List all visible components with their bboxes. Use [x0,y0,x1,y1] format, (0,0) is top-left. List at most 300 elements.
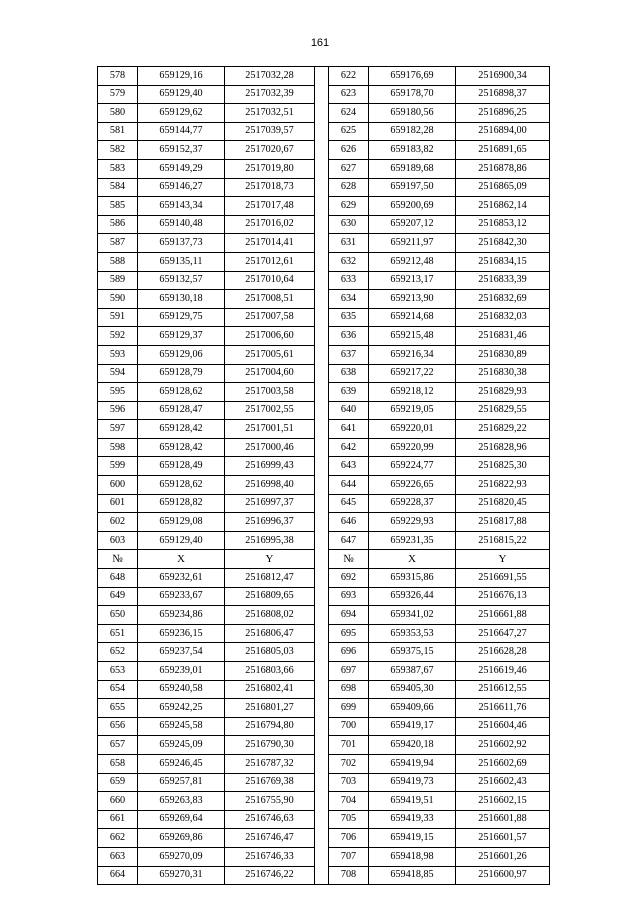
point-number: 586 [98,215,138,234]
y-coordinate: 2517018,73 [225,178,315,197]
y-coordinate: 2517002,55 [225,401,315,420]
x-coordinate: 659229,93 [369,513,456,532]
x-coordinate: 659234,86 [138,606,225,625]
column-gap [315,197,329,216]
point-number: 641 [329,420,369,439]
point-number: 650 [98,606,138,625]
y-coordinate: 2516676,13 [456,587,550,606]
table-row [98,85,550,104]
x-coordinate: 659128,82 [138,494,225,513]
x-coordinate: 659240,58 [138,680,225,699]
column-gap [315,680,329,699]
x-coordinate: 659129,75 [138,308,225,327]
point-number: 649 [98,587,138,606]
x-coordinate: 659140,48 [138,215,225,234]
point-number: 626 [329,141,369,160]
y-coordinate: 2516604,46 [456,717,550,736]
column-gap [315,587,329,606]
x-coordinate: 659128,42 [138,420,225,439]
x-coordinate: 659409,66 [369,699,456,718]
point-number: 657 [98,736,138,755]
header-y-coordinate: Y [225,550,315,569]
x-coordinate: 659214,68 [369,308,456,327]
y-coordinate: 2516896,25 [456,104,550,123]
point-number: 693 [329,587,369,606]
y-coordinate: 2516790,30 [225,736,315,755]
x-coordinate: 659216,34 [369,345,456,364]
y-coordinate: 2516602,69 [456,754,550,773]
x-coordinate: 659263,83 [138,792,225,811]
point-number: 629 [329,197,369,216]
point-number: 655 [98,699,138,718]
point-number: 643 [329,457,369,476]
table-row [98,866,550,885]
x-coordinate: 659129,40 [138,531,225,550]
table-row [98,420,550,439]
x-coordinate: 659420,18 [369,736,456,755]
point-number: 628 [329,178,369,197]
table-row [98,531,550,550]
column-gap [315,383,329,402]
x-coordinate: 659269,64 [138,810,225,829]
y-coordinate: 2517020,67 [225,141,315,160]
y-coordinate: 2517005,61 [225,345,315,364]
y-coordinate: 2516746,47 [225,829,315,848]
x-coordinate: 659128,49 [138,457,225,476]
y-coordinate: 2517012,61 [225,252,315,271]
y-coordinate: 2516661,88 [456,606,550,625]
point-number: 632 [329,252,369,271]
column-gap [315,178,329,197]
table-row [98,792,550,811]
column-gap [315,792,329,811]
y-coordinate: 2516828,96 [456,438,550,457]
y-coordinate: 2516865,09 [456,178,550,197]
x-coordinate: 659129,08 [138,513,225,532]
x-coordinate: 659128,62 [138,476,225,495]
y-coordinate: 2516755,90 [225,792,315,811]
x-coordinate: 659270,31 [138,866,225,885]
y-coordinate: 2516801,27 [225,699,315,718]
point-number: 597 [98,420,138,439]
point-number: 625 [329,122,369,141]
point-number: 694 [329,606,369,625]
y-coordinate: 2516999,43 [225,457,315,476]
point-number: 591 [98,308,138,327]
y-coordinate: 2516628,28 [456,643,550,662]
point-number: 701 [329,736,369,755]
x-coordinate: 659130,18 [138,290,225,309]
x-coordinate: 659137,73 [138,234,225,253]
point-number: 707 [329,847,369,866]
x-coordinate: 659236,15 [138,624,225,643]
y-coordinate: 2516805,03 [225,643,315,662]
table-row [98,680,550,699]
x-coordinate: 659269,86 [138,829,225,848]
point-number: 594 [98,364,138,383]
point-number: 656 [98,717,138,736]
point-number: 653 [98,662,138,681]
point-number: 702 [329,754,369,773]
table-row [98,159,550,178]
y-coordinate: 2516894,00 [456,122,550,141]
y-coordinate: 2516825,30 [456,457,550,476]
x-coordinate: 659197,50 [369,178,456,197]
y-coordinate: 2517010,64 [225,271,315,290]
y-coordinate: 2516833,39 [456,271,550,290]
header-point-number: № [329,550,369,569]
point-number: 645 [329,494,369,513]
column-gap [315,513,329,532]
column-gap [315,810,329,829]
y-coordinate: 2516820,45 [456,494,550,513]
table-row [98,754,550,773]
point-number: 631 [329,234,369,253]
point-number: 593 [98,345,138,364]
point-number: 630 [329,215,369,234]
column-gap [315,234,329,253]
column-gap [315,606,329,625]
column-gap [315,476,329,495]
x-coordinate: 659219,05 [369,401,456,420]
column-gap [315,345,329,364]
point-number: 660 [98,792,138,811]
x-coordinate: 659245,09 [138,736,225,755]
y-coordinate: 2517007,58 [225,308,315,327]
point-number: 698 [329,680,369,699]
y-coordinate: 2516832,69 [456,290,550,309]
x-coordinate: 659182,28 [369,122,456,141]
table-row [98,624,550,643]
x-coordinate: 659419,15 [369,829,456,848]
point-number: 595 [98,383,138,402]
point-number: 662 [98,829,138,848]
table-row [98,457,550,476]
table-row [98,643,550,662]
point-number: 596 [98,401,138,420]
y-coordinate: 2516808,02 [225,606,315,625]
point-number: 627 [329,159,369,178]
x-coordinate: 659224,77 [369,457,456,476]
x-coordinate: 659129,40 [138,85,225,104]
table-row [98,438,550,457]
column-gap [315,569,329,588]
x-coordinate: 659315,86 [369,569,456,588]
column-gap [315,141,329,160]
y-coordinate: 2516812,47 [225,569,315,588]
column-gap [315,494,329,513]
x-coordinate: 659341,02 [369,606,456,625]
y-coordinate: 2516611,76 [456,699,550,718]
y-coordinate: 2516601,26 [456,847,550,866]
point-number: 592 [98,327,138,346]
table-row [98,569,550,588]
column-gap [315,457,329,476]
point-number: 654 [98,680,138,699]
point-number: 647 [329,531,369,550]
y-coordinate: 2516891,65 [456,141,550,160]
point-number: 646 [329,513,369,532]
x-coordinate: 659220,01 [369,420,456,439]
point-number: 580 [98,104,138,123]
point-number: 579 [98,85,138,104]
point-number: 590 [98,290,138,309]
table-row [98,773,550,792]
point-number: 652 [98,643,138,662]
table-row [98,252,550,271]
column-gap [315,438,329,457]
point-number: 703 [329,773,369,792]
point-number: 663 [98,847,138,866]
header-x-coordinate: X [369,550,456,569]
table-row [98,662,550,681]
column-gap [315,401,329,420]
point-number: 699 [329,699,369,718]
point-number: 705 [329,810,369,829]
y-coordinate: 2517039,57 [225,122,315,141]
x-coordinate: 659233,67 [138,587,225,606]
table-row [98,178,550,197]
x-coordinate: 659270,09 [138,847,225,866]
x-coordinate: 659178,70 [369,85,456,104]
point-number: 636 [329,327,369,346]
y-coordinate: 2516997,37 [225,494,315,513]
x-coordinate: 659129,62 [138,104,225,123]
table-row [98,327,550,346]
y-coordinate: 2516787,32 [225,754,315,773]
y-coordinate: 2516822,93 [456,476,550,495]
point-number: 664 [98,866,138,885]
y-coordinate: 2516691,55 [456,569,550,588]
x-coordinate: 659132,57 [138,271,225,290]
point-number: 578 [98,67,138,86]
x-coordinate: 659245,58 [138,717,225,736]
column-gap [315,420,329,439]
y-coordinate: 2516612,55 [456,680,550,699]
point-number: 659 [98,773,138,792]
y-coordinate: 2517008,51 [225,290,315,309]
y-coordinate: 2517016,02 [225,215,315,234]
x-coordinate: 659215,48 [369,327,456,346]
table-row [98,141,550,160]
column-gap [315,308,329,327]
x-coordinate: 659242,25 [138,699,225,718]
y-coordinate: 2516806,47 [225,624,315,643]
page-number: 161 [310,37,330,49]
point-number: 600 [98,476,138,495]
x-coordinate: 659419,51 [369,792,456,811]
point-number: 603 [98,531,138,550]
y-coordinate: 2516803,66 [225,662,315,681]
header-y-coordinate: Y [456,550,550,569]
y-coordinate: 2516601,88 [456,810,550,829]
y-coordinate: 2516898,37 [456,85,550,104]
column-gap [315,736,329,755]
table-row [98,234,550,253]
x-coordinate: 659326,44 [369,587,456,606]
x-coordinate: 659217,22 [369,364,456,383]
point-number: 708 [329,866,369,885]
x-coordinate: 659226,65 [369,476,456,495]
point-number: 602 [98,513,138,532]
x-coordinate: 659135,11 [138,252,225,271]
point-number: 700 [329,717,369,736]
x-coordinate: 659128,79 [138,364,225,383]
x-coordinate: 659419,94 [369,754,456,773]
table-row [98,290,550,309]
table-row [98,271,550,290]
y-coordinate: 2517032,39 [225,85,315,104]
x-coordinate: 659218,12 [369,383,456,402]
x-coordinate: 659237,54 [138,643,225,662]
table-row [98,606,550,625]
y-coordinate: 2516619,46 [456,662,550,681]
y-coordinate: 2516996,37 [225,513,315,532]
y-coordinate: 2516794,80 [225,717,315,736]
table-row [98,494,550,513]
y-coordinate: 2516829,93 [456,383,550,402]
y-coordinate: 2516842,30 [456,234,550,253]
x-coordinate: 659387,67 [369,662,456,681]
point-number: 640 [329,401,369,420]
y-coordinate: 2516834,15 [456,252,550,271]
x-coordinate: 659239,01 [138,662,225,681]
y-coordinate: 2516853,12 [456,215,550,234]
y-coordinate: 2516802,41 [225,680,315,699]
column-gap [315,271,329,290]
table-row [98,829,550,848]
column-gap [315,643,329,662]
x-coordinate: 659143,34 [138,197,225,216]
y-coordinate: 2516602,15 [456,792,550,811]
point-number: 648 [98,569,138,588]
y-coordinate: 2516829,22 [456,420,550,439]
table-row [98,476,550,495]
x-coordinate: 659419,17 [369,717,456,736]
x-coordinate: 659418,85 [369,866,456,885]
column-gap [315,829,329,848]
column-gap [315,662,329,681]
table-row [98,513,550,532]
y-coordinate: 2517001,51 [225,420,315,439]
x-coordinate: 659228,37 [369,494,456,513]
y-coordinate: 2517014,41 [225,234,315,253]
y-coordinate: 2516998,40 [225,476,315,495]
y-coordinate: 2516600,97 [456,866,550,885]
y-coordinate: 2517000,46 [225,438,315,457]
point-number: 642 [329,438,369,457]
y-coordinate: 2516830,38 [456,364,550,383]
x-coordinate: 659207,12 [369,215,456,234]
table-row [98,717,550,736]
x-coordinate: 659129,37 [138,327,225,346]
x-coordinate: 659353,53 [369,624,456,643]
table-row [98,810,550,829]
x-coordinate: 659128,47 [138,401,225,420]
x-coordinate: 659213,90 [369,290,456,309]
x-coordinate: 659200,69 [369,197,456,216]
x-coordinate: 659213,17 [369,271,456,290]
column-gap [315,531,329,550]
column-gap [315,215,329,234]
y-coordinate: 2516746,22 [225,866,315,885]
point-number: 661 [98,810,138,829]
x-coordinate: 659129,06 [138,345,225,364]
column-gap [315,122,329,141]
point-number: 638 [329,364,369,383]
y-coordinate: 2516601,57 [456,829,550,848]
point-number: 588 [98,252,138,271]
point-number: 634 [329,290,369,309]
coordinates-table-body [98,67,550,885]
column-gap [315,754,329,773]
coordinates-table [97,66,550,885]
point-number: 582 [98,141,138,160]
header-point-number: № [98,550,138,569]
y-coordinate: 2516900,34 [456,67,550,86]
column-gap [315,866,329,885]
table-row [98,308,550,327]
point-number: 651 [98,624,138,643]
y-coordinate: 2516817,88 [456,513,550,532]
x-coordinate: 659183,82 [369,141,456,160]
table-row [98,215,550,234]
point-number: 633 [329,271,369,290]
y-coordinate: 2516746,63 [225,810,315,829]
y-coordinate: 2516862,14 [456,197,550,216]
y-coordinate: 2517017,48 [225,197,315,216]
point-number: 706 [329,829,369,848]
column-gap [315,773,329,792]
y-coordinate: 2516746,33 [225,847,315,866]
x-coordinate: 659232,61 [138,569,225,588]
x-coordinate: 659246,45 [138,754,225,773]
x-coordinate: 659220,99 [369,438,456,457]
y-coordinate: 2516995,38 [225,531,315,550]
column-gap [315,159,329,178]
point-number: 695 [329,624,369,643]
x-coordinate: 659211,97 [369,234,456,253]
y-coordinate: 2516602,43 [456,773,550,792]
point-number: 635 [329,308,369,327]
column-gap [315,67,329,86]
column-gap [315,290,329,309]
x-coordinate: 659419,33 [369,810,456,829]
table-row [98,736,550,755]
point-number: 587 [98,234,138,253]
x-coordinate: 659189,68 [369,159,456,178]
point-number: 583 [98,159,138,178]
y-coordinate: 2516829,55 [456,401,550,420]
x-coordinate: 659418,98 [369,847,456,866]
x-coordinate: 659231,35 [369,531,456,550]
point-number: 599 [98,457,138,476]
x-coordinate: 659180,56 [369,104,456,123]
y-coordinate: 2517004,60 [225,364,315,383]
point-number: 658 [98,754,138,773]
point-number: 601 [98,494,138,513]
y-coordinate: 2517003,58 [225,383,315,402]
table-header-row [98,550,550,569]
x-coordinate: 659128,62 [138,383,225,402]
y-coordinate: 2517032,51 [225,104,315,123]
point-number: 581 [98,122,138,141]
point-number: 624 [329,104,369,123]
point-number: 639 [329,383,369,402]
column-gap [315,104,329,123]
column-gap [315,252,329,271]
table-row [98,364,550,383]
